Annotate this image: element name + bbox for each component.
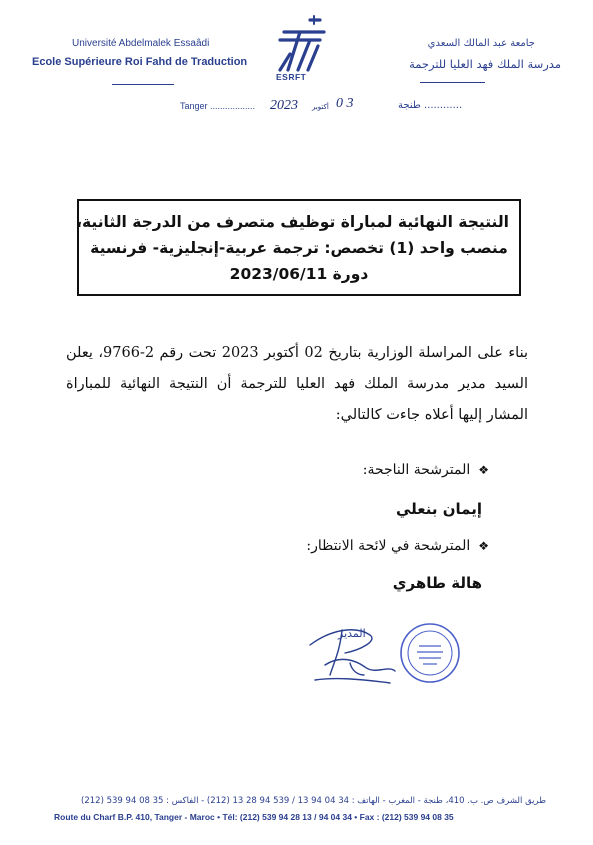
- french-school-name: Ecole Supérieure Roi Fahd de Traduction: [32, 56, 248, 68]
- arabic-university-name: جامعة عبد المالك السعدي: [427, 38, 535, 49]
- arabic-header-divider: [420, 82, 485, 83]
- date-year: 2023: [270, 98, 298, 113]
- success-candidate-name: إيمان بنعلي: [395, 500, 482, 518]
- success-bullet: [363, 462, 489, 478]
- waitlist-bullet: [306, 538, 489, 554]
- footer-address-ar: طريق الشرف ص. ب. 410، طنجة - المغرب - الهاتف : 34 04 94 13 / 539 94 28 13 (212) - الفاكس : 35 08 94 539 (212): [81, 796, 546, 806]
- announcement-title-box: [77, 199, 521, 296]
- waitlist-candidate-name: هالة طاهري: [392, 574, 482, 592]
- french-header-divider: [112, 84, 174, 85]
- signature-title: المدير: [338, 627, 366, 640]
- announcement-paragraph: بناء على المراسلة الوزارية بتاريخ 02 أكتوبر 2023 تحت رقم 2-9766، يعلن السيد مدير مدرسة الملك فهد العليا للترجمة أن النتيجة النهائية للمباراة المشار إليها أعلاه جاءت كالتالي:: [66, 345, 528, 423]
- title-line-2: منصب واحد (1) تخصص: ترجمة عربية-إنجليزية- فرنسية: [90, 239, 508, 257]
- waitlist-label: المترشحة في لائحة الانتظار:: [306, 538, 471, 554]
- french-university-name: Université Abdelmalek Essaâdi: [72, 38, 210, 49]
- date-month: أكتوبر: [312, 103, 329, 111]
- footer-address-fr: Route du Charf B.P. 410, Tanger - Maroc • Tél: (212) 539 94 28 13 / 94 04 34 • Fax : (212) 539 94 08 35: [54, 812, 454, 822]
- date-day: 0 3: [336, 96, 354, 111]
- official-stamp-icon: [399, 622, 461, 684]
- date-label-ar: ............ طنجة: [398, 100, 463, 111]
- success-label: المترشحة الناجحة:: [362, 462, 471, 478]
- title-line-1: النتيجة النهائية لمباراة توظيف متصرف من الدرجة الثانية،: [76, 213, 509, 231]
- diamond-bullet-icon: ❖: [478, 463, 489, 477]
- title-line-3: دورة 2023/06/11: [229, 265, 369, 283]
- date-label-fr: Tanger ..................: [180, 101, 256, 111]
- arabic-school-name: مدرسة الملك فهد العليا للترجمة: [409, 57, 561, 71]
- logo-text: ESRFT: [276, 72, 307, 82]
- director-signature: [300, 605, 400, 700]
- diamond-bullet-icon: ❖: [478, 539, 489, 553]
